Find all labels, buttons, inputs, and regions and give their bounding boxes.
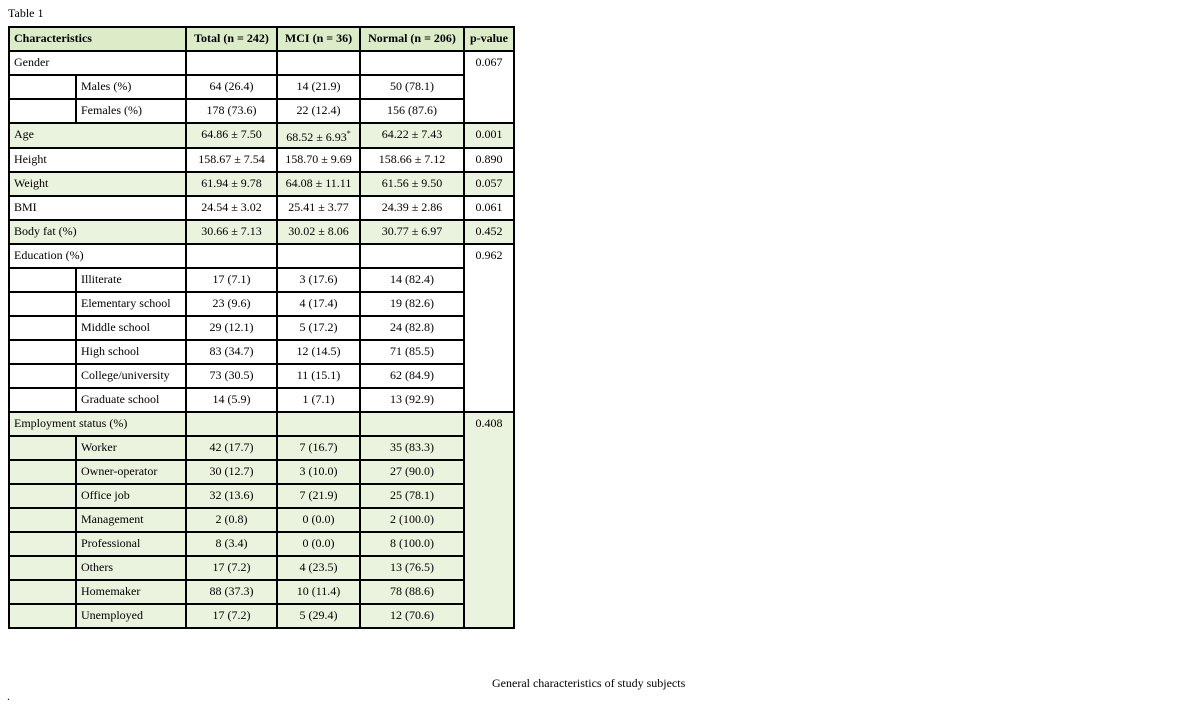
row-label: High school	[76, 340, 186, 364]
cell-normal: 156 (87.6)	[360, 99, 464, 123]
cell-mci: 5 (17.2)	[277, 316, 360, 340]
footer-mark: .	[7, 689, 10, 703]
table-row	[9, 412, 514, 436]
cell-mci: 4 (23.5)	[277, 556, 360, 580]
cell-total: 73 (30.5)	[186, 364, 277, 388]
cell-mci: 158.70 ± 9.69	[277, 148, 360, 172]
p-value-age: 0.001	[464, 123, 514, 148]
header-p-value: p-value	[464, 27, 514, 51]
row-label: Homemaker	[76, 580, 186, 604]
cell-total: 17 (7.2)	[186, 556, 277, 580]
table-row	[9, 604, 514, 628]
row-label: Worker	[76, 436, 186, 460]
cell-normal: 24 (82.8)	[360, 316, 464, 340]
cell-mci: 7 (16.7)	[277, 436, 360, 460]
p-value-body-fat: 0.452	[464, 220, 514, 244]
table-row	[9, 340, 514, 364]
cell-total: 8 (3.4)	[186, 532, 277, 556]
row-label-employment: Employment status (%)	[9, 412, 186, 436]
row-label: Males (%)	[76, 75, 186, 99]
cell-total: 24.54 ± 3.02	[186, 196, 277, 220]
table-row	[9, 292, 514, 316]
p-value-weight: 0.057	[464, 172, 514, 196]
significance-mark: *	[346, 129, 351, 138]
row-label: Females (%)	[76, 99, 186, 123]
table-row	[9, 123, 514, 148]
cell-mci-value: 68.52 ± 6.93	[286, 130, 347, 144]
header-characteristics: Characteristics	[9, 27, 186, 51]
cell-normal: 35 (83.3)	[360, 436, 464, 460]
row-label-height: Height	[9, 148, 186, 172]
table-row	[9, 364, 514, 388]
cell-normal: 25 (78.1)	[360, 484, 464, 508]
table-row	[9, 244, 514, 268]
table-header-row	[9, 27, 514, 51]
cell-normal: 71 (85.5)	[360, 340, 464, 364]
table-row	[9, 556, 514, 580]
table-row	[9, 580, 514, 604]
cell-mci: 30.02 ± 8.06	[277, 220, 360, 244]
cell-mci: 7 (21.9)	[277, 484, 360, 508]
cell-mci: 0 (0.0)	[277, 532, 360, 556]
cell-normal: 13 (76.5)	[360, 556, 464, 580]
cell-mci: 10 (11.4)	[277, 580, 360, 604]
cell-normal: 2 (100.0)	[360, 508, 464, 532]
table-row	[9, 460, 514, 484]
row-label: Middle school	[76, 316, 186, 340]
p-value-employment: 0.408	[464, 412, 514, 628]
cell-total: 32 (13.6)	[186, 484, 277, 508]
cell-total: 61.94 ± 9.78	[186, 172, 277, 196]
table-row	[9, 75, 514, 99]
table-label: Table 1	[8, 6, 44, 20]
table-caption: General characteristics of study subjects	[492, 676, 686, 690]
cell-total: 83 (34.7)	[186, 340, 277, 364]
header-mci: MCI (n = 36)	[277, 27, 360, 51]
header-normal: Normal (n = 206)	[360, 27, 464, 51]
cell-normal: 14 (82.4)	[360, 268, 464, 292]
cell-mci: 14 (21.9)	[277, 75, 360, 99]
cell-normal: 78 (88.6)	[360, 580, 464, 604]
row-label: Elementary school	[76, 292, 186, 316]
table-row	[9, 388, 514, 412]
cell-normal: 62 (84.9)	[360, 364, 464, 388]
p-value-height: 0.890	[464, 148, 514, 172]
cell-normal: 61.56 ± 9.50	[360, 172, 464, 196]
cell-mci: 3 (10.0)	[277, 460, 360, 484]
cell-mci: 25.41 ± 3.77	[277, 196, 360, 220]
cell-total: 88 (37.3)	[186, 580, 277, 604]
cell-total: 17 (7.2)	[186, 604, 277, 628]
header-total: Total (n = 242)	[186, 27, 277, 51]
row-label-weight: Weight	[9, 172, 186, 196]
row-label: Professional	[76, 532, 186, 556]
row-label: Illiterate	[76, 268, 186, 292]
cell-normal: 30.77 ± 6.97	[360, 220, 464, 244]
cell-total: 30.66 ± 7.13	[186, 220, 277, 244]
row-label: Owner-operator	[76, 460, 186, 484]
cell-mci: 11 (15.1)	[277, 364, 360, 388]
cell-total: 23 (9.6)	[186, 292, 277, 316]
row-label: Others	[76, 556, 186, 580]
cell-normal: 24.39 ± 2.86	[360, 196, 464, 220]
table-row	[9, 99, 514, 123]
table-row	[9, 220, 514, 244]
cell-normal: 19 (82.6)	[360, 292, 464, 316]
row-label: Management	[76, 508, 186, 532]
row-label: Unemployed	[76, 604, 186, 628]
cell-mci: 3 (17.6)	[277, 268, 360, 292]
cell-total: 30 (12.7)	[186, 460, 277, 484]
characteristics-table	[8, 26, 515, 629]
cell-normal: 64.22 ± 7.43	[360, 123, 464, 148]
cell-total: 64.86 ± 7.50	[186, 123, 277, 148]
p-value-education: 0.962	[464, 244, 514, 412]
cell-mci: 22 (12.4)	[277, 99, 360, 123]
row-label: College/university	[76, 364, 186, 388]
cell-total: 64 (26.4)	[186, 75, 277, 99]
p-value-gender: 0.067	[464, 51, 514, 123]
table-row	[9, 196, 514, 220]
table-row	[9, 484, 514, 508]
table-row	[9, 172, 514, 196]
cell-mci: 12 (14.5)	[277, 340, 360, 364]
cell-total: 17 (7.1)	[186, 268, 277, 292]
cell-total: 2 (0.8)	[186, 508, 277, 532]
cell-mci	[277, 123, 360, 148]
cell-normal: 12 (70.6)	[360, 604, 464, 628]
cell-normal: 8 (100.0)	[360, 532, 464, 556]
cell-mci: 5 (29.4)	[277, 604, 360, 628]
table-row	[9, 148, 514, 172]
table-row	[9, 532, 514, 556]
cell-normal: 50 (78.1)	[360, 75, 464, 99]
row-label-bmi: BMI	[9, 196, 186, 220]
cell-normal: 27 (90.0)	[360, 460, 464, 484]
row-label: Office job	[76, 484, 186, 508]
row-label-age: Age	[9, 123, 186, 148]
row-label: Graduate school	[76, 388, 186, 412]
cell-total: 14 (5.9)	[186, 388, 277, 412]
table-row	[9, 268, 514, 292]
cell-total: 29 (12.1)	[186, 316, 277, 340]
cell-total: 178 (73.6)	[186, 99, 277, 123]
table-row	[9, 508, 514, 532]
row-label-gender: Gender	[9, 51, 186, 75]
cell-total: 158.67 ± 7.54	[186, 148, 277, 172]
cell-normal: 13 (92.9)	[360, 388, 464, 412]
table-row	[9, 316, 514, 340]
cell-mci: 4 (17.4)	[277, 292, 360, 316]
table-row	[9, 436, 514, 460]
row-label-education: Education (%)	[9, 244, 186, 268]
table-row	[9, 51, 514, 75]
cell-total: 42 (17.7)	[186, 436, 277, 460]
cell-normal: 158.66 ± 7.12	[360, 148, 464, 172]
cell-mci: 64.08 ± 11.11	[277, 172, 360, 196]
cell-mci: 1 (7.1)	[277, 388, 360, 412]
cell-mci: 0 (0.0)	[277, 508, 360, 532]
p-value-bmi: 0.061	[464, 196, 514, 220]
row-label-body-fat: Body fat (%)	[9, 220, 186, 244]
